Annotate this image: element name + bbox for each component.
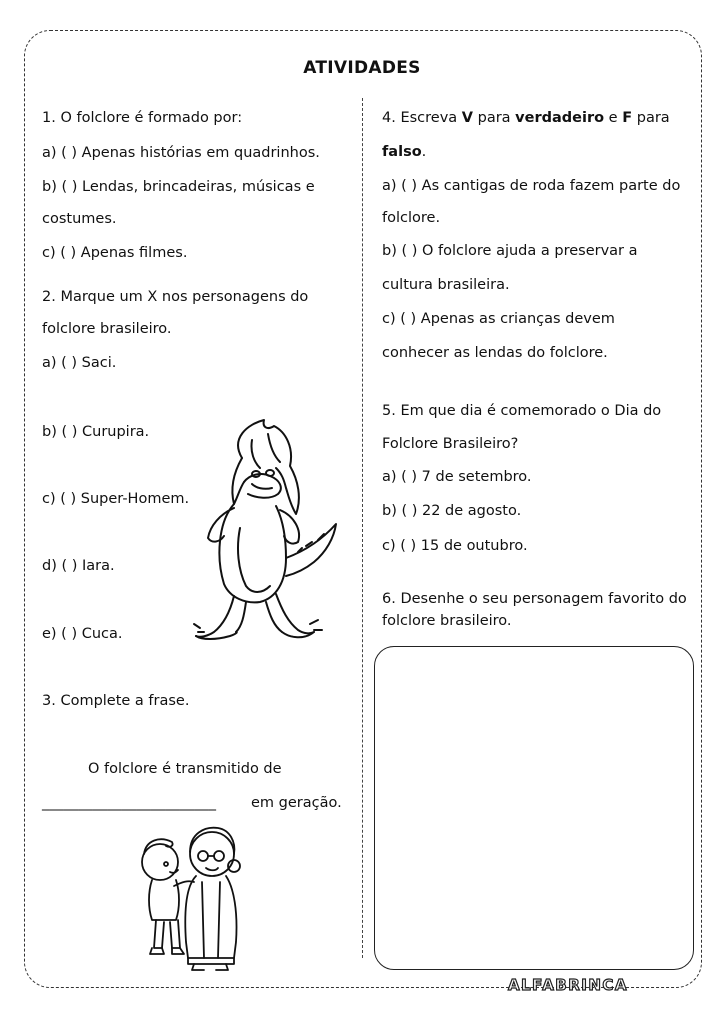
q3-blank[interactable]: ________________________ — [42, 795, 216, 811]
q1-option-c[interactable]: c) ( ) Apenas filmes. — [42, 245, 188, 261]
q4-option-a-line2: folclore. — [382, 210, 441, 226]
q5-option-b[interactable]: b) ( ) 22 de agosto. — [382, 503, 522, 519]
q6-text-line2: folclore brasileiro. — [382, 613, 512, 629]
q4-option-c-line1[interactable]: c) ( ) Apenas as crianças devem — [382, 311, 615, 327]
drawing-box[interactable] — [374, 646, 694, 970]
q3-text: 3. Complete a frase. — [42, 693, 190, 709]
q4-option-b-line2: cultura brasileira. — [382, 277, 510, 293]
q2-text-line1: 2. Marque um X nos personagens do — [42, 289, 309, 305]
q3-sentence-line1: O folclore é transmitido de — [88, 761, 282, 777]
q5-text-line2: Folclore Brasileiro? — [382, 436, 519, 452]
grandmother-child-illustration — [130, 822, 258, 972]
q2-option-e[interactable]: e) ( ) Cuca. — [42, 626, 123, 642]
column-divider — [362, 98, 363, 958]
alfabrinca-logo: ALFABRINCA — [508, 976, 629, 994]
q2-text-line2: folclore brasileiro. — [42, 321, 172, 337]
q4-intro-line2: falso. — [382, 144, 427, 160]
q6-text-line1: 6. Desenhe o seu personagem favorito do — [382, 591, 687, 607]
page-title: ATIVIDADES — [303, 58, 421, 78]
q5-option-a[interactable]: a) ( ) 7 de setembro. — [382, 469, 532, 485]
q4-intro: 4. Escreva V para verdadeiro e F para — [382, 110, 670, 126]
q4-option-c-line2: conhecer as lendas do folclore. — [382, 345, 608, 361]
q2-option-c[interactable]: c) ( ) Super-Homem. — [42, 491, 190, 507]
q2-option-b[interactable]: b) ( ) Curupira. — [42, 424, 150, 440]
q1-text: 1. O folclore é formado por: — [42, 110, 243, 126]
q4-option-b-line1[interactable]: b) ( ) O folclore ajuda a preservar a — [382, 243, 638, 259]
q2-option-a[interactable]: a) ( ) Saci. — [42, 355, 117, 371]
q1-option-b-line1[interactable]: b) ( ) Lendas, brincadeiras, músicas e — [42, 179, 315, 195]
cuca-illustration — [190, 418, 352, 644]
q3-sentence-end: em geração. — [251, 795, 342, 811]
q5-option-c[interactable]: c) ( ) 15 de outubro. — [382, 538, 528, 554]
q2-option-d[interactable]: d) ( ) Iara. — [42, 558, 115, 574]
q1-option-b-line2: costumes. — [42, 211, 117, 227]
q5-text-line1: 5. Em que dia é comemorado o Dia do — [382, 403, 662, 419]
q1-option-a[interactable]: a) ( ) Apenas histórias em quadrinhos. — [42, 145, 320, 161]
q4-option-a-line1[interactable]: a) ( ) As cantigas de roda fazem parte do — [382, 178, 681, 194]
